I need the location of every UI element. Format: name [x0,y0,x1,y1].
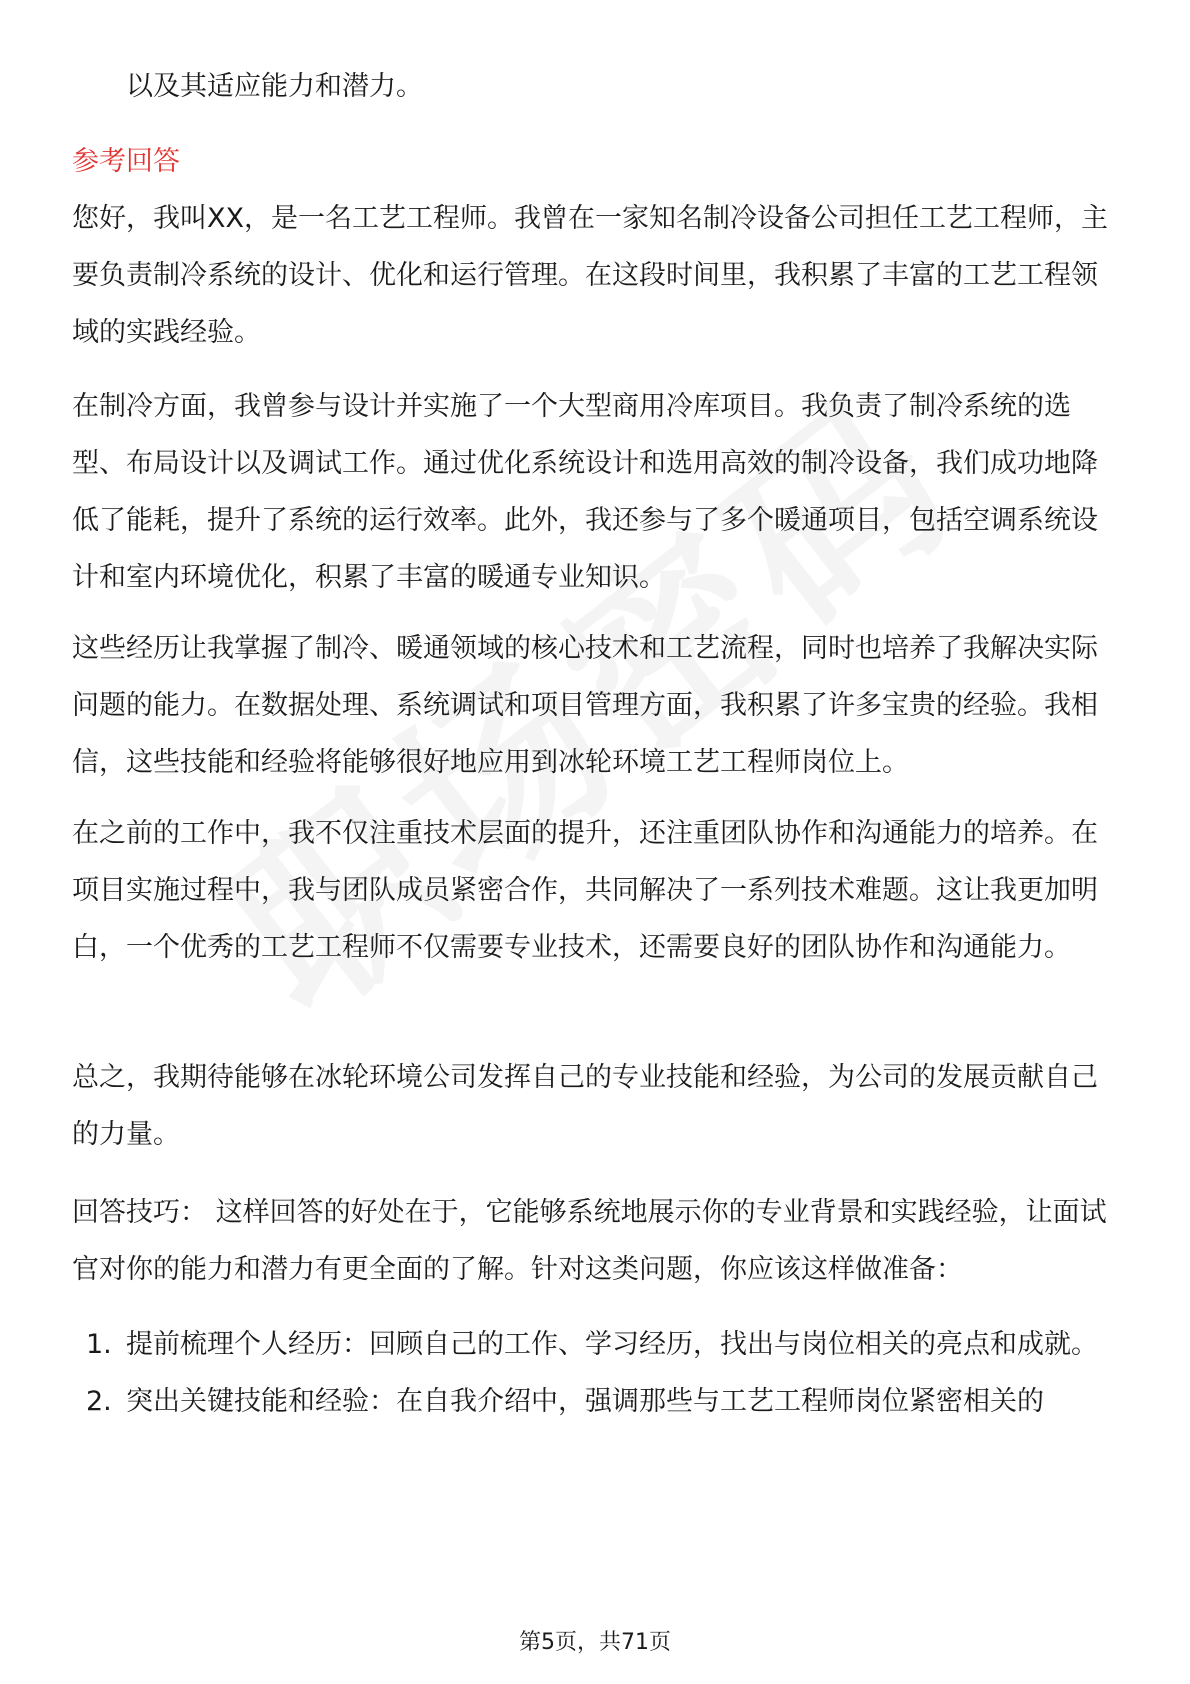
tips-paragraph: 回答技巧： 这样回答的好处在于，它能够系统地展示你的专业背景和实践经验，让面试官对你的能力和潜力有更全面的了解。针对这类问题，你应该这样做准备： [72,1197,1107,1285]
answer-paragraph-2: 在制冷方面，我曾参与设计并实施了一个大型商用冷库项目。我负责了制冷系统的选型、布局设计以及调试工作。通过优化系统设计和选用高效的制冷设备，我们成功地降低了能耗，提升了系统的运行效率。此外，我还参与了多个暖通项目，包括空调系统设计和室内环境优化，积累了丰富的暖通专业知识。 [72,391,1098,593]
intro-line: 以及其适应能力和潜力。 [126,71,423,102]
list-number: 2. [86,1386,112,1417]
answer-paragraph-5: 总之，我期待能够在冰轮环境公司发挥自己的专业技能和经验，为公司的发展贡献自己的力量。 [72,1062,1098,1150]
list-text: 提前梳理个人经历：回顾自己的工作、学习经历，找出与岗位相关的亮点和成就。 [126,1329,1098,1360]
answer-paragraph-4: 在之前的工作中，我不仅注重技术层面的提升，还注重团队协作和沟通能力的培养。在项目实施过程中，我与团队成员紧密合作，共同解决了一系列技术难题。这让我更加明白，一个优秀的工艺工程师不仅需要专业技术，还需要良好的团队协作和沟通能力。 [72,818,1098,963]
section-heading: 参考回答 [72,146,180,177]
page-number-footer: 第5页，共71页 [519,1630,671,1655]
list-item [72,1373,1122,1430]
list-item [72,1316,1122,1373]
list-text: 突出关键技能和经验：在自我介绍中，强调那些与工艺工程师岗位紧密相关的 [126,1386,1044,1417]
answer-paragraph-3: 这些经历让我掌握了制冷、暖通领域的核心技术和工艺流程，同时也培养了我解决实际问题的能力。在数据处理、系统调试和项目管理方面，我积累了许多宝贵的经验。我相信，这些技能和经验将能够很好地应用到冰轮环境工艺工程师岗位上。 [72,633,1098,778]
list-number: 1. [86,1329,112,1360]
tips-list [72,1316,1122,1430]
answer-paragraph-1: 您好，我叫XX，是一名工艺工程师。我曾在一家知名制冷设备公司担任工艺工程师，主要负责制冷系统的设计、优化和运行管理。在这段时间里，我积累了丰富的工艺工程领域的实践经验。 [72,203,1108,348]
